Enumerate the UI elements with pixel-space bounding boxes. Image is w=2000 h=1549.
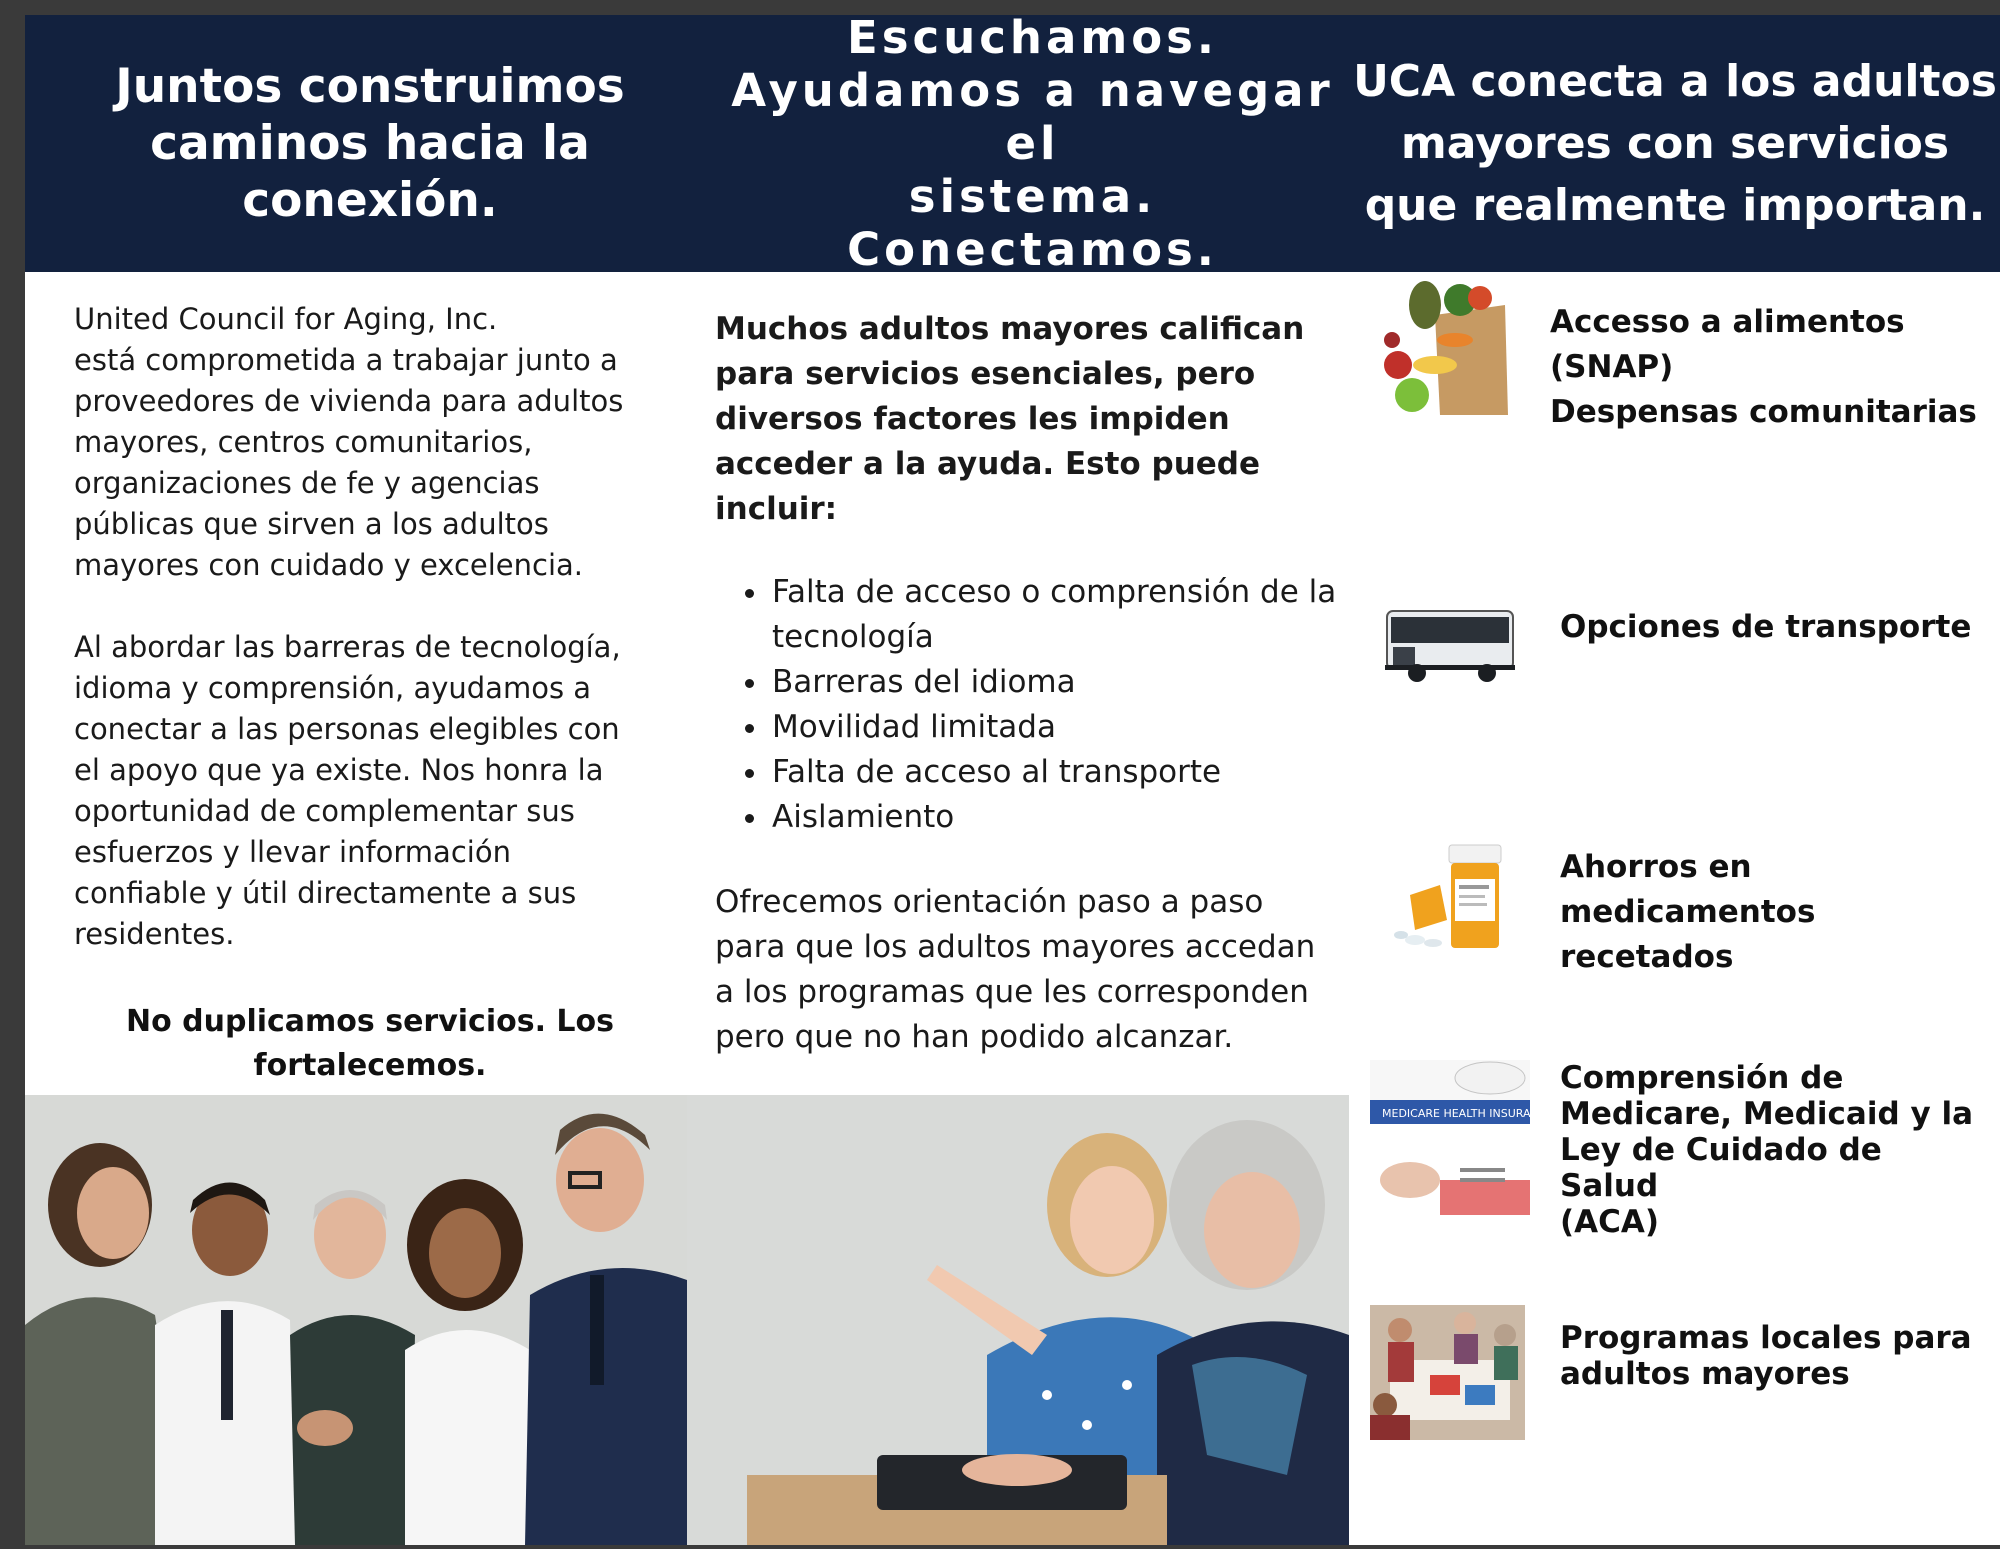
bus-icon [1385,605,1515,685]
computer-help-photo [687,1095,1349,1545]
barrier-list [715,570,1355,840]
column1-closing: No duplicamos servicios. Los fortalecemos. [125,1004,615,1083]
column1-paragraph1: United Council for Aging, Inc. está comprometida a trabajar junto a proveedores de vivienda para adultos mayores, centros comunitarios, organizaciones de fe y agencias públicas que sirven a los adultos mayores con cuidado y excelencia. [74,302,624,582]
groceries-icon [1380,280,1510,415]
medicare-card-text: MEDICARE HEALTH INSURANCE [1382,1107,1554,1120]
handshake-illustration [25,1095,687,1545]
column1-paragraph2: Al abordar las barreras de tecnología, idioma y comprensión, ayudamos a conectar a las personas elegibles con el apoyo que ya existe. Nos honra la oportunidad de complementar sus esfuerzos y llevar información confiable y útil directamente a sus residentes. [74,630,621,951]
header-col2 [705,11,1360,276]
medicare-card-icon [1370,1060,1554,1215]
service-local-programs [1370,1305,1990,1465]
service-local-programs-label: Programas locales para adultos mayores [1560,1320,1972,1392]
barrier-item: • Falta de acceso o comprensión de la tecnología [770,570,1355,660]
service-transport [1370,605,1990,695]
header-band [25,11,2000,276]
column2-intro: Muchos adultos mayores califican para servicios esenciales, pero diversos factores les impiden acceder a la ayuda. Esto puede incluir: [715,311,1305,527]
column2-text [715,307,1355,1060]
service-food-label: Accesso a alimentos (SNAP) Despensas comunitarias [1550,304,1977,430]
barrier-item: • Aislamiento [770,795,1355,840]
brochure-page [25,11,2000,1545]
col3-title: UCA conecta a los adultos mayores con servicios que realmente importan. [1353,55,1997,231]
header-col1 [25,15,715,272]
handshake-photo [25,1095,687,1545]
computer-help-illustration [687,1095,1349,1545]
barrier-item: • Falta de acceso al transporte [770,750,1355,795]
column2-outro: Ofrecemos orientación paso a paso para que los adultos mayores accedan a los programas que les corresponden pero que no han podido alcanzar. [715,884,1316,1055]
service-prescription-label: Ahorros en medicamentos recetados [1560,849,1816,975]
service-transport-label: Opciones de transporte [1560,609,1972,645]
barrier-item: • Movilidad limitada [770,705,1355,750]
barrier-item: • Barreras del idioma [770,660,1355,705]
column1-text [74,299,634,955]
service-medicare [1370,1060,1990,1240]
senior-group-icon [1370,1305,1525,1440]
header-col3 [1350,15,2000,272]
service-prescription [1370,845,1990,975]
col1-title: Juntos construimos caminos hacia la conexión. [115,59,625,228]
service-food [1370,280,1990,430]
col2-title: Escuchamos. Ayudamos a navegar el sistema. Conectamos. [731,11,1334,276]
service-medicare-label: Comprensión de Medicare, Medicaid y la Ley de Cuidado de Salud (ACA) [1560,1060,1974,1240]
prescription-bottle-icon [1385,845,1515,955]
